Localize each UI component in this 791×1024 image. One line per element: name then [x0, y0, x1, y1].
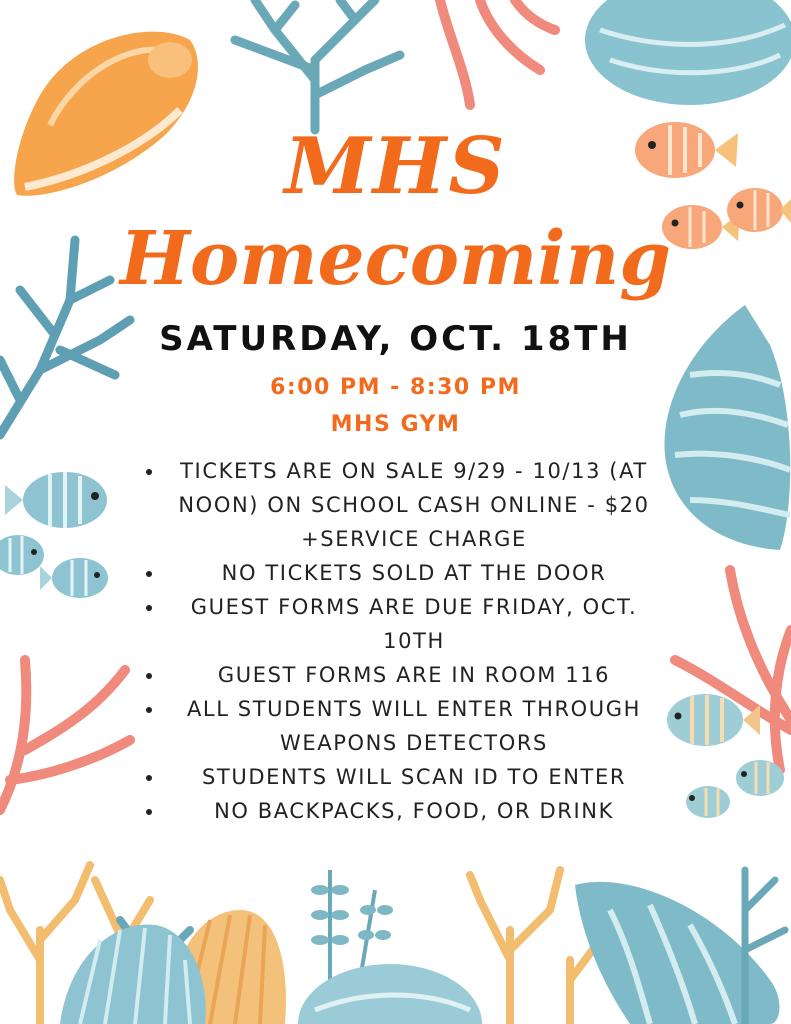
pink-coral-left-illustration	[0, 640, 135, 815]
event-date: SATURDAY, OCT. 18TH	[159, 319, 632, 359]
blue-fish-group-illustration	[0, 460, 120, 610]
scallop-shells-illustration	[60, 900, 290, 1024]
list-item: ALL STUDENTS WILL ENTER THROUGH WEAPONS DETECTORS	[138, 692, 668, 760]
event-time: 6:00 PM - 8:30 PM	[270, 375, 521, 400]
title-line-2: Homecoming	[119, 216, 672, 302]
list-item: NO TICKETS SOLD AT THE DOOR	[138, 556, 668, 590]
teal-conch-bottom-right-illustration	[570, 870, 791, 1024]
teal-shell-top-right-illustration	[580, 0, 791, 110]
list-item: GUEST FORMS ARE IN ROOM 116	[138, 658, 668, 692]
teal-coral-top-illustration	[215, 0, 415, 130]
list-item: TICKETS ARE ON SALE 9/29 - 10/13 (AT NOON) ON SCHOOL CASH ONLINE - $20 +SERVICE CHARGE	[138, 454, 668, 556]
list-item: STUDENTS WILL SCAN ID TO ENTER	[138, 760, 668, 794]
event-venue: MHS GYM	[330, 412, 461, 437]
info-list	[138, 454, 668, 828]
pink-coral-top-illustration	[420, 0, 560, 110]
list-item: NO BACKPACKS, FOOD, OR DRINK	[138, 794, 668, 828]
list-item: GUEST FORMS ARE DUE FRIDAY, OCT. 10TH	[138, 590, 668, 658]
title-line-1: MHS	[284, 121, 507, 212]
striped-fish-right-illustration	[660, 690, 791, 825]
